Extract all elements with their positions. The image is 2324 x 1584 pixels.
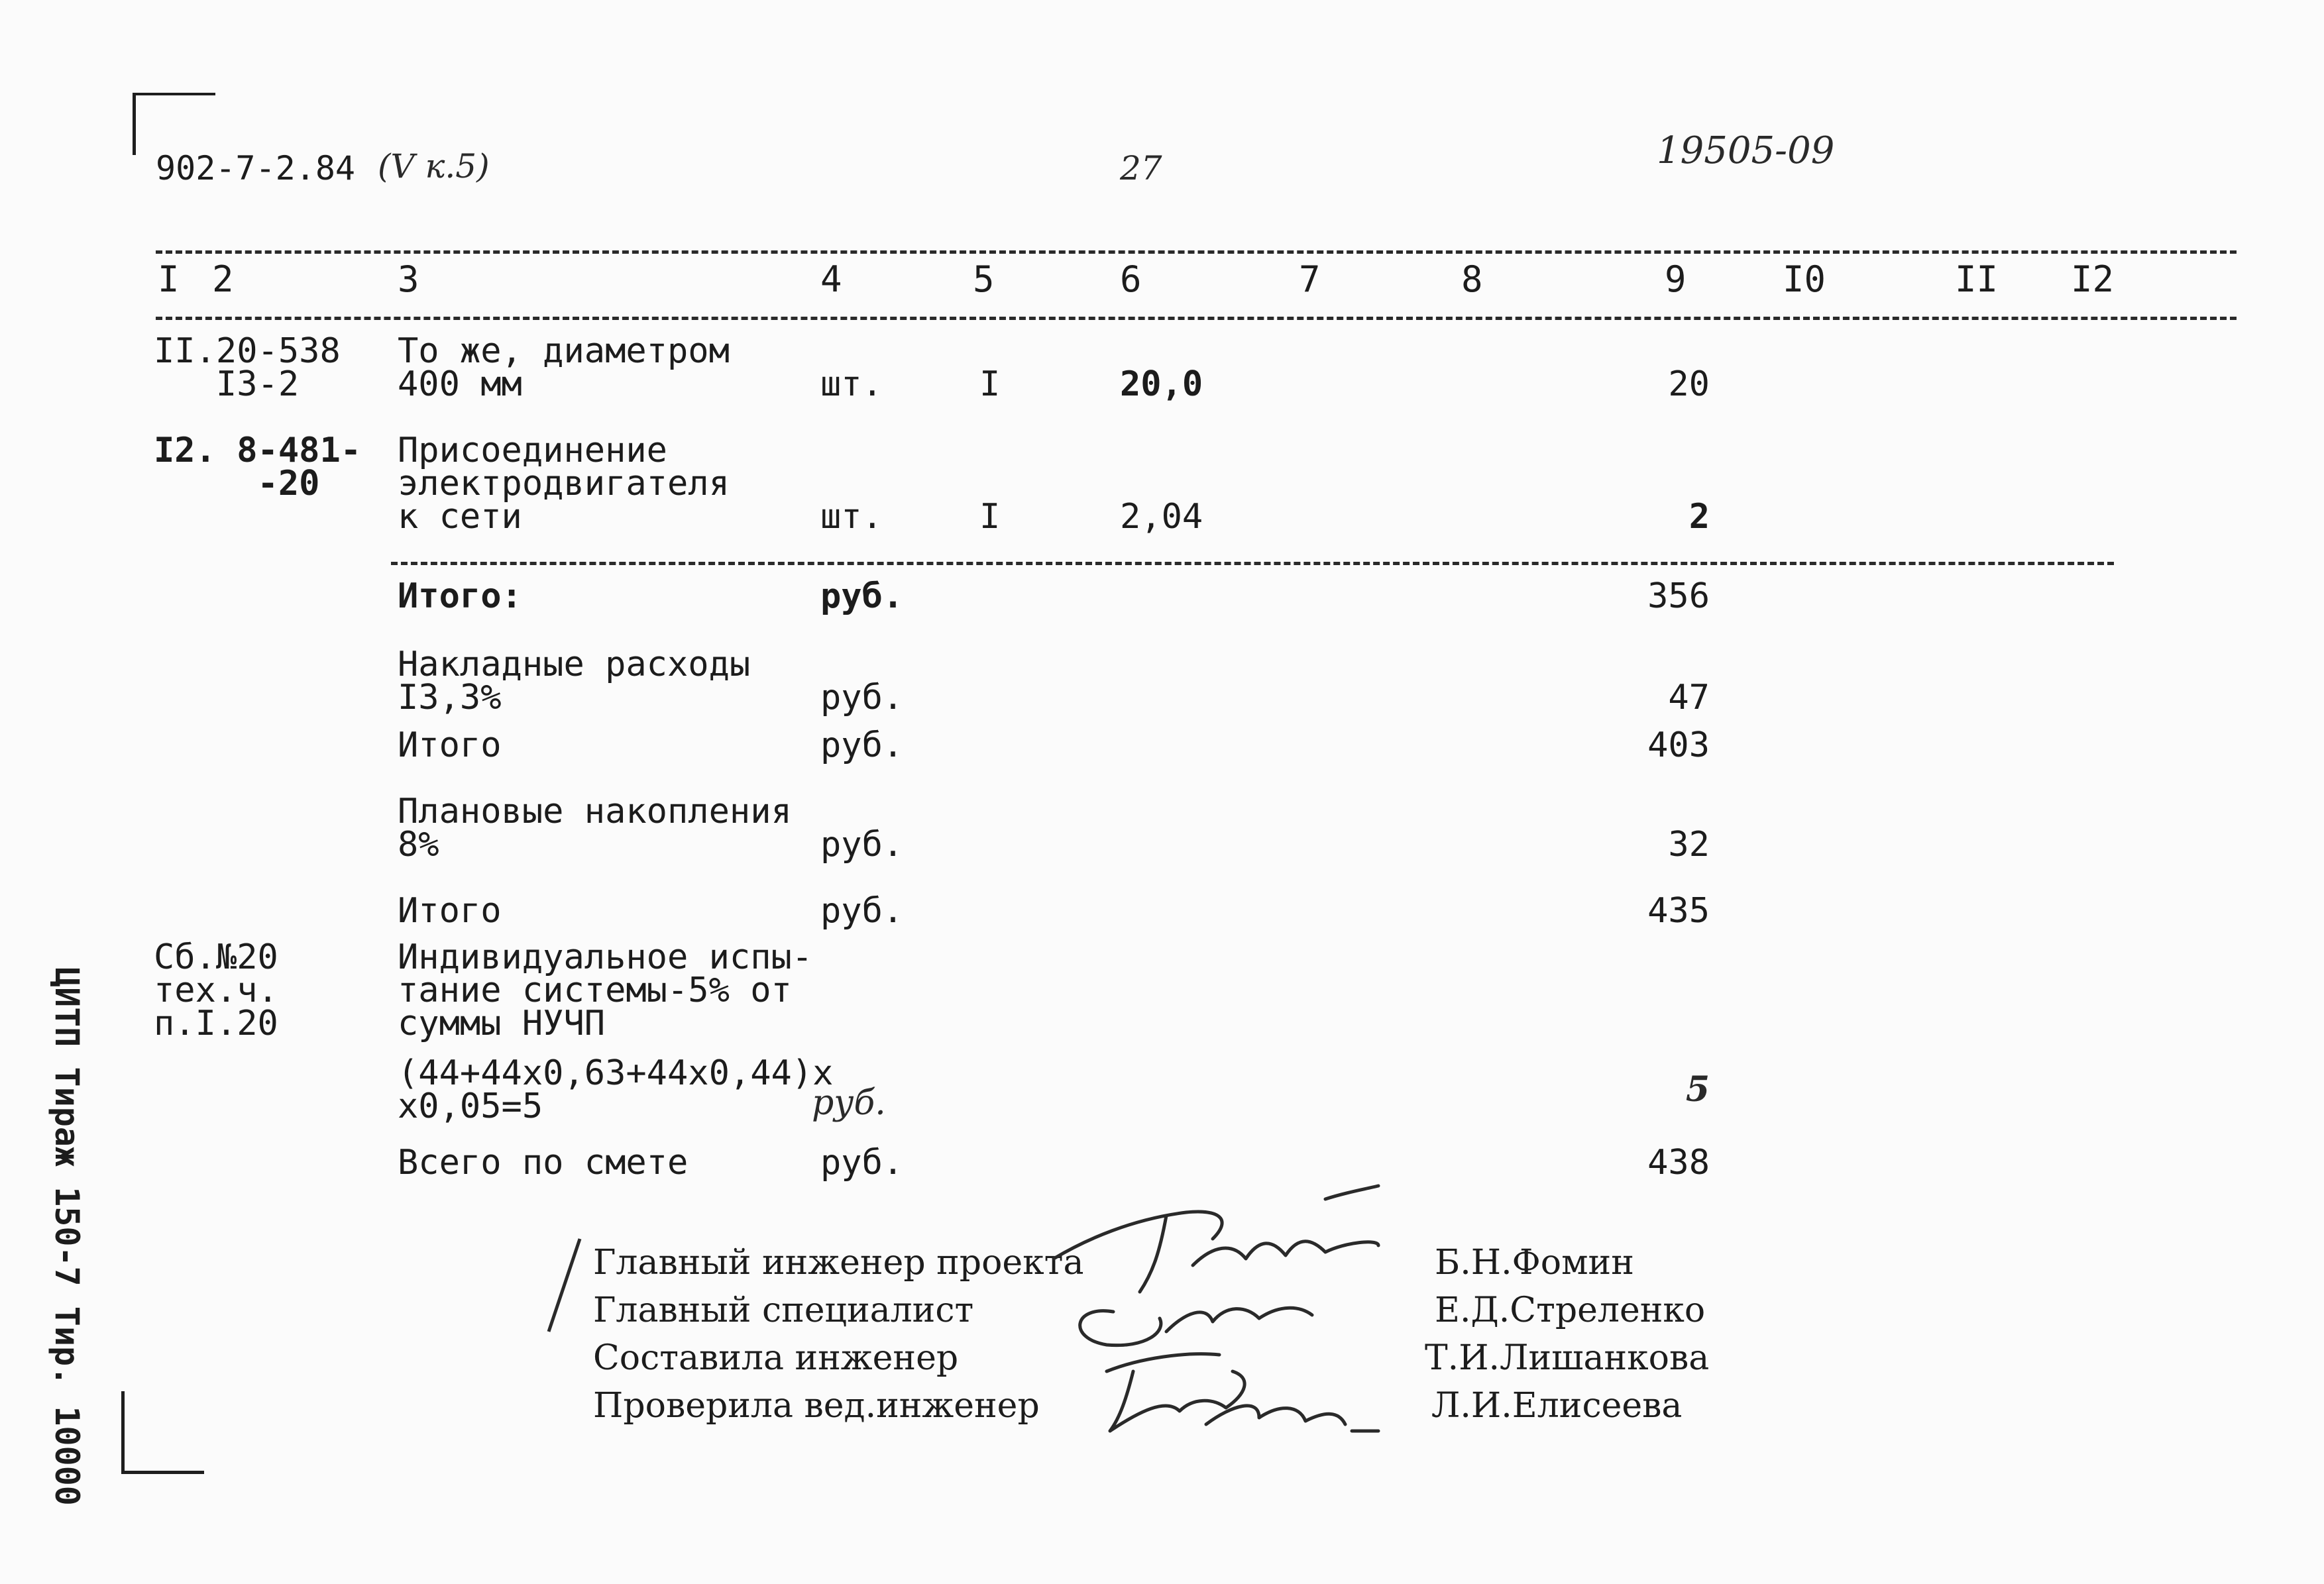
column-number-6: 6 <box>1120 258 1142 300</box>
row-1-total: 20 <box>1668 364 1710 404</box>
row-8-code: Сб.№20 тех.ч. п.I.20 <box>154 937 278 1043</box>
column-number-3: 3 <box>398 258 419 300</box>
row-3-total: 356 <box>1647 576 1710 616</box>
signature-role-3: Составила инженер <box>593 1338 959 1378</box>
side-stamp: ЦИТП Тираж 150-7 Тир. 10000 <box>48 967 86 1506</box>
column-number-5: 5 <box>973 258 995 300</box>
row-1-code: II.20-538 I3-2 <box>154 331 341 404</box>
row-7-unit: руб. <box>820 891 904 931</box>
signature-role-2: Главный специалист <box>593 1291 974 1330</box>
row-2-unit: шт. <box>820 497 883 537</box>
row-1-qty: I <box>979 364 1001 404</box>
signature-role-1: Главный инженер проекта <box>593 1243 1084 1283</box>
rule-top <box>156 250 2237 254</box>
signature-name-3: Т.И.Лишанкова <box>1425 1338 1710 1378</box>
column-number-9: 9 <box>1665 258 1687 300</box>
row-6-total: 32 <box>1668 825 1710 865</box>
row-10-total: 438 <box>1647 1143 1710 1183</box>
doc-code: 902-7-2.84 <box>156 149 356 187</box>
page-number: 27 <box>1120 149 1162 187</box>
signature-role-4: Проверила вед.инженер <box>593 1386 1040 1426</box>
row-9-total: 5 <box>1685 1069 1710 1110</box>
row-5-total: 403 <box>1647 725 1710 765</box>
row-2-name: Присоединение электродвигателя к сети <box>398 431 730 537</box>
column-number-8: 8 <box>1461 258 1483 300</box>
row-1-unit: шт. <box>820 364 883 404</box>
row-1-price: 20,0 <box>1120 364 1203 404</box>
row-10-name: Всего по смете <box>398 1143 689 1183</box>
row-4-total: 47 <box>1668 678 1710 717</box>
signature-name-4: Л.И.Елисеева <box>1431 1386 1683 1426</box>
row-7-name: Итого <box>398 891 502 931</box>
row-4-unit: руб. <box>820 678 904 717</box>
row-7-total: 435 <box>1647 891 1710 931</box>
rule-under-column-numbers <box>156 317 2237 320</box>
row-2-price: 2,04 <box>1120 497 1203 537</box>
row-2-qty: I <box>979 497 1001 537</box>
row-2-total: 2 <box>1688 497 1710 537</box>
column-number-12: I2 <box>2071 258 2115 300</box>
signature-name-2: Е.Д.Стреленко <box>1435 1291 1706 1330</box>
row-6-name: Плановые накопления 8% <box>398 792 792 865</box>
row-9-name: (44+44x0,63+44x0,44)x x0,05=5 <box>398 1053 834 1126</box>
row-9-unit: руб. <box>812 1083 886 1123</box>
signature-slash-mark <box>543 1236 583 1335</box>
row-8-name: Индивидуальное испы- тание системы-5% от суммы НУЧП <box>398 937 813 1043</box>
column-number-10: I0 <box>1783 258 1826 300</box>
rule-subtotal <box>391 562 2114 565</box>
row-10-unit: руб. <box>820 1143 904 1183</box>
row-1-name: То же, диаметром 400 мм <box>398 331 730 404</box>
row-3-name: Итого: <box>398 576 522 616</box>
column-number-2: 2 <box>212 258 234 300</box>
row-3-unit: руб. <box>820 576 904 616</box>
handwritten-signatures <box>1034 1179 1445 1457</box>
doc-volume: (Ⅴ к.5) <box>378 147 490 185</box>
registration-number: 19505-09 <box>1657 129 1835 172</box>
column-number-7: 7 <box>1299 258 1321 300</box>
signature-name-1: Б.Н.Фомин <box>1435 1243 1634 1283</box>
row-2-code: I2. 8-481- -20 <box>154 431 362 503</box>
column-number-4: 4 <box>820 258 842 300</box>
row-5-name: Итого <box>398 725 502 765</box>
row-6-unit: руб. <box>820 825 904 865</box>
column-number-1: I <box>158 258 180 300</box>
row-4-name: Накладные расходы I3,3% <box>398 645 751 717</box>
row-5-unit: руб. <box>820 725 904 765</box>
column-number-11: II <box>1955 258 1999 300</box>
frame-corner-bottom-left <box>121 1391 204 1474</box>
frame-corner-top-left <box>133 93 215 155</box>
